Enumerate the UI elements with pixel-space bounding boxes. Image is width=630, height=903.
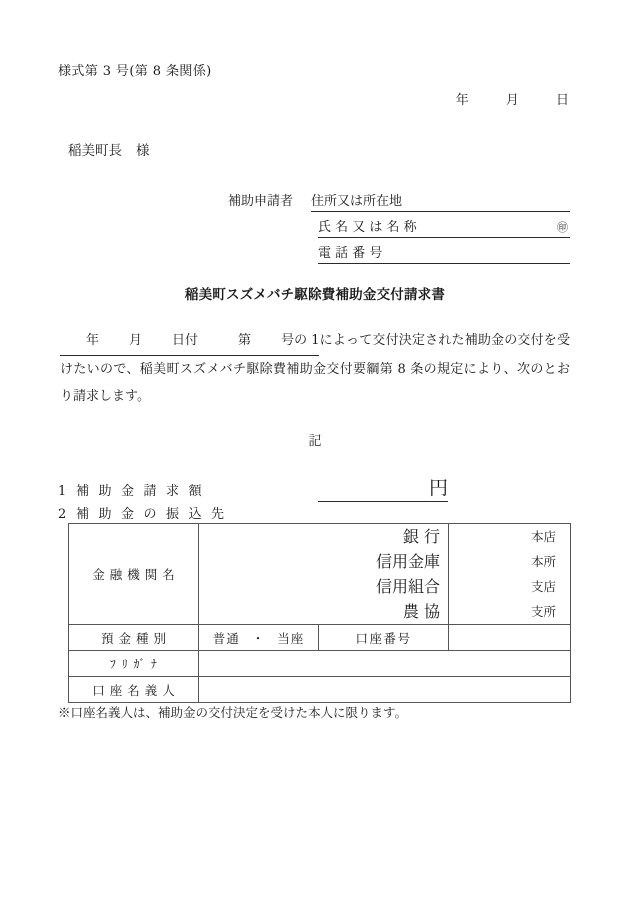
table-row-furigana <box>69 651 571 677</box>
item-2-number: 2 <box>58 507 67 522</box>
claim-amount-field[interactable] <box>318 476 448 502</box>
decision-reference-blank[interactable] <box>60 327 319 356</box>
account-holder-value-cell[interactable] <box>199 677 571 703</box>
institution-label-cell: 金融機関名 <box>69 524 199 625</box>
document-title: 稲美町スズメバチ駆除費補助金交付請求書 <box>184 287 446 303</box>
body-paragraph <box>60 327 570 410</box>
date-line <box>370 89 570 108</box>
institution-type-option-1[interactable]: 信用金庫 <box>375 552 440 571</box>
ki-marker: 記 <box>308 434 322 449</box>
footnote: ※口座名義人は、補助金の交付決定を受けた本人に限ります。 <box>58 705 408 720</box>
table-row-institution <box>69 524 571 625</box>
body-number-label: 第 <box>238 333 252 348</box>
applicant-name-label: 氏 名 又 は 名 称 <box>318 220 417 235</box>
institution-type-option-0[interactable]: 銀 行 <box>402 527 440 546</box>
date-month-label: 月 <box>505 93 519 108</box>
body-day-label: 日付 <box>172 333 199 348</box>
institution-type-option-2[interactable]: 信用組合 <box>375 577 440 596</box>
deposit-kind-value-cell[interactable] <box>199 625 319 651</box>
branch-type-option-3[interactable]: 支所 <box>530 604 556 619</box>
applicant-address-row <box>228 186 570 212</box>
institution-value-cell[interactable] <box>199 524 449 625</box>
applicant-address-field[interactable] <box>311 190 570 212</box>
deposit-kind-option-futsu[interactable]: 普通 <box>212 630 240 646</box>
body-number-suffix: 号の 1 <box>281 333 320 348</box>
applicant-phone-label: 電 話 番 号 <box>318 246 383 261</box>
account-number-value-cell[interactable] <box>449 625 571 651</box>
applicant-name-row <box>228 212 570 238</box>
body-year-label: 年 <box>86 333 100 348</box>
applicant-address-label: 住所又は所在地 <box>311 194 403 209</box>
item-1-label: 補助金請求額 <box>76 484 212 499</box>
item-transfer-destination <box>58 503 234 522</box>
table-row-account-holder <box>69 677 571 703</box>
addressee-honorific: 様 <box>136 143 150 159</box>
account-number-label-cell: 口座番号 <box>319 625 449 651</box>
item-2-label: 補助金の振込先 <box>76 507 234 522</box>
addressee-name: 稲美町長 <box>68 143 122 159</box>
table-row-deposit-kind <box>69 625 571 651</box>
addressee <box>68 139 150 159</box>
body-month-label: 月 <box>129 333 143 348</box>
institution-type-option-3[interactable]: 農 協 <box>402 602 440 621</box>
furigana-value-cell[interactable] <box>199 651 571 677</box>
branch-type-list <box>449 524 570 624</box>
body-rest-text: によって交付決定された補助金の交付を受けたいので、稲美町スズメバチ駆除費補助金交付要綱第 8 条の規定により、次のとおり請求します。 <box>60 333 570 404</box>
seal-icon: ㊞ <box>557 221 568 234</box>
deposit-kind-separator: ・ <box>251 630 266 646</box>
currency-unit-label: 円 <box>428 477 448 499</box>
item-1-number: 1 <box>58 484 67 499</box>
institution-type-divider <box>448 524 449 624</box>
branch-type-option-2[interactable]: 支店 <box>530 579 556 594</box>
account-holder-label-cell: 口座名義人 <box>69 677 199 703</box>
branch-type-option-0[interactable]: 本店 <box>530 529 556 544</box>
deposit-kind-label-cell: 預金種別 <box>69 625 199 651</box>
applicant-phone-field[interactable] <box>318 242 570 264</box>
applicant-label: 補助申請者 <box>228 194 294 209</box>
applicant-name-field[interactable] <box>318 216 570 238</box>
date-year-label: 年 <box>455 93 469 108</box>
bank-account-table <box>68 523 571 703</box>
applicant-phone-row <box>228 238 570 264</box>
item-claim-amount <box>58 480 211 499</box>
branch-type-cell[interactable] <box>449 524 571 625</box>
applicant-block <box>228 186 570 264</box>
date-day-label: 日 <box>556 93 570 108</box>
deposit-kind-option-toza[interactable]: 当座 <box>277 630 305 646</box>
form-number: 様式第 3 号(第 8 条関係) <box>58 64 212 79</box>
branch-type-option-1[interactable]: 本所 <box>530 554 556 569</box>
furigana-label-cell: ﾌﾘｶﾞﾅ <box>69 651 199 677</box>
